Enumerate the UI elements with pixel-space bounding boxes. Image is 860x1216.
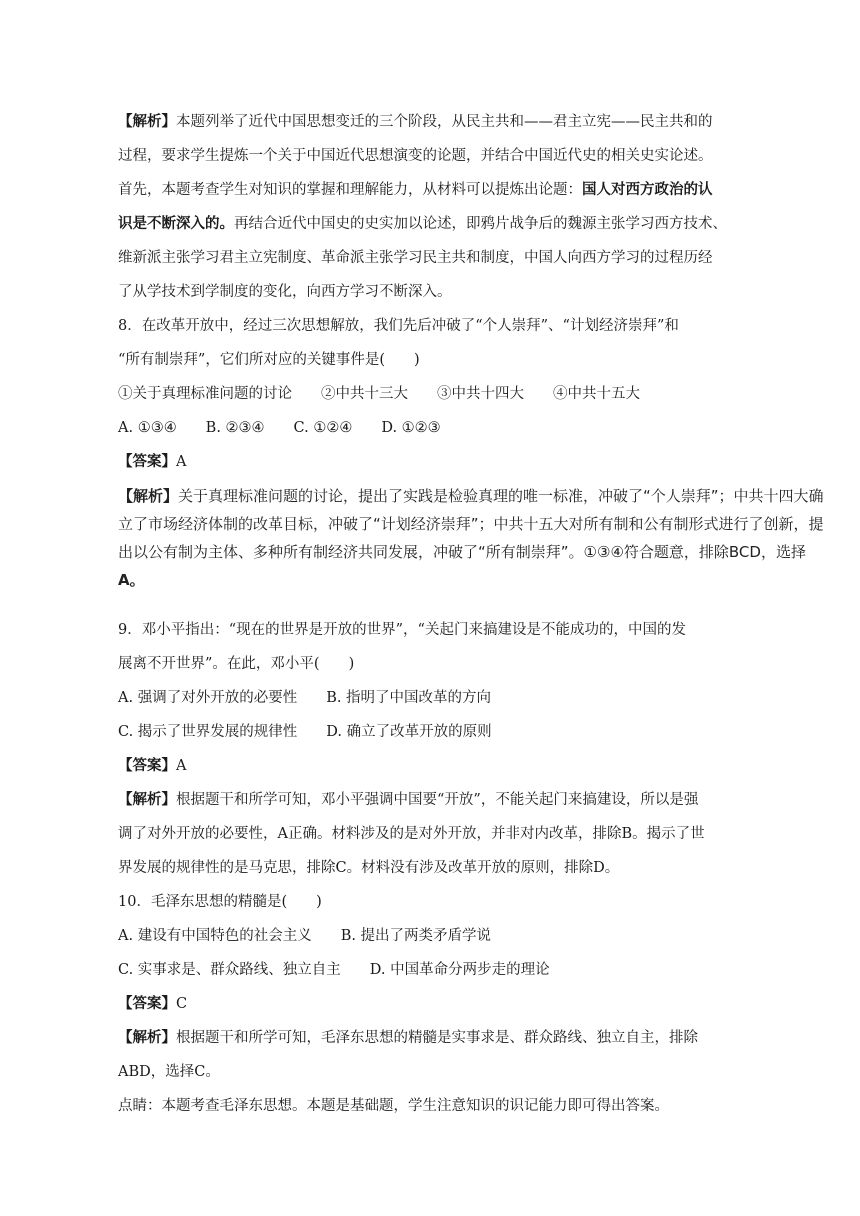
question-9-answer: 【答案】A bbox=[118, 757, 187, 774]
answer-label: 【答案】 bbox=[118, 757, 176, 774]
question-10-analysis-line-1: 【解析】根据题干和所学可知，毛泽东思想的精髓是实事求是、群众路线、独立自主，排除 bbox=[118, 1029, 698, 1046]
answer-label: 【答案】 bbox=[118, 453, 176, 470]
analysis-image-line-3: 出以公有制为主体、多种所有制经济共同发展，冲破了“所有制崇拜”。①③④符合题意，排除BCD，选择 bbox=[118, 543, 806, 561]
question-8-options: A. ①③④ B. ②③④ C. ①②④ D. ①②③ bbox=[118, 420, 441, 436]
analysis-intro-line-6: 了从学技术到学制度的变化，向西方学习不断深入。 bbox=[118, 284, 452, 300]
question-9-analysis-line-1: 【解析】根据题干和所学可知，邓小平强调中国要“开放”，不能关起门来搞建设，所以是强 bbox=[118, 791, 699, 808]
question-10-options-ab: A. 建设有中国特色的社会主义 B. 提出了两类矛盾学说 bbox=[118, 928, 492, 944]
analysis-label: 【解析】 bbox=[118, 487, 179, 505]
question-9-analysis-line-3: 界发展的规律性的是马克思，排除C。材料没有涉及改革开放的原则，排除D。 bbox=[118, 860, 620, 876]
analysis-intro-line-1: 【解析】本题列举了近代中国思想变迁的三个阶段，从民主共和——君主立宪——民主共和的 bbox=[118, 113, 713, 130]
analysis-intro-line-3: 首先，本题考查学生对知识的掌握和理解能力，从材料可以提炼出论题：国人对西方政治的认 bbox=[118, 181, 713, 198]
question-9-stem-line-2: 展离不开世界”。在此，邓小平( ) bbox=[118, 656, 355, 672]
question-10-comment: 点睛：本题考查毛泽东思想。本题是基础题，学生注意知识的识记能力即可得出答案。 bbox=[118, 1098, 669, 1114]
question-10-answer: 【答案】C bbox=[118, 995, 188, 1012]
analysis-label: 【解析】 bbox=[118, 1029, 176, 1046]
analysis-label: 【解析】 bbox=[118, 113, 176, 130]
question-9-options-ab: A. 强调了对外开放的必要性 B. 指明了中国改革的方向 bbox=[118, 690, 492, 706]
question-9-options-cd: C. 揭示了世界发展的规律性 D. 确立了改革开放的原则 bbox=[118, 724, 492, 740]
question-8-stem-line-1: 8．在改革开放中，经过三次思想解放，我们先后冲破了“个人崇拜”、“计划经济崇拜”和 bbox=[118, 318, 679, 334]
answer-label: 【答案】 bbox=[118, 995, 176, 1012]
question-8-items: ①关于真理标准问题的讨论 ②中共十三大 ③中共十四大 ④中共十五大 bbox=[118, 386, 640, 402]
question-8-analysis-image bbox=[118, 486, 828, 598]
analysis-image-line-1: 【解析】关于真理标准问题的讨论，提出了实践是检验真理的唯一标准，冲破了“个人崇拜”；中共十四大确 bbox=[118, 487, 824, 505]
analysis-intro-line-5: 维新派主张学习君主立宪制度、革命派主张学习民主共和制度，中国人向西方学习的过程历经 bbox=[118, 250, 713, 266]
question-10-stem: 10．毛泽东思想的精髓是( ) bbox=[118, 894, 322, 910]
question-10-analysis-line-2: ABD，选择C。 bbox=[118, 1064, 220, 1080]
question-10-options-cd: C. 实事求是、群众路线、独立自主 D. 中国革命分两步走的理论 bbox=[118, 962, 550, 978]
analysis-intro-line-4: 识是不断深入的。再结合近代中国史的史实加以论述，即鸦片战争后的魏源主张学习西方技术、 bbox=[118, 215, 727, 232]
analysis-image-line-4: A。 bbox=[118, 571, 145, 589]
question-9-analysis-line-2: 调了对外开放的必要性，A正确。材料涉及的是对外开放，并非对内改革，排除B。揭示了世 bbox=[118, 826, 705, 842]
question-9-stem-line-1: 9．邓小平指出：“现在的世界是开放的世界”，“关起门来搞建设是不能成功的，中国的发 bbox=[118, 622, 686, 638]
analysis-image-line-2: 立了市场经济体制的改革目标，冲破了“计划经济崇拜”；中共十五大对所有制和公有制形式进行了创新，提 bbox=[118, 515, 824, 533]
question-8-stem-line-2: “所有制崇拜”，它们所对应的关键事件是( ) bbox=[118, 352, 420, 368]
analysis-intro-line-2: 过程，要求学生提炼一个关于中国近代思想演变的论题，并结合中国近代史的相关史实论述。 bbox=[118, 148, 713, 164]
analysis-label: 【解析】 bbox=[118, 791, 176, 808]
question-8-answer: 【答案】A bbox=[118, 453, 187, 470]
